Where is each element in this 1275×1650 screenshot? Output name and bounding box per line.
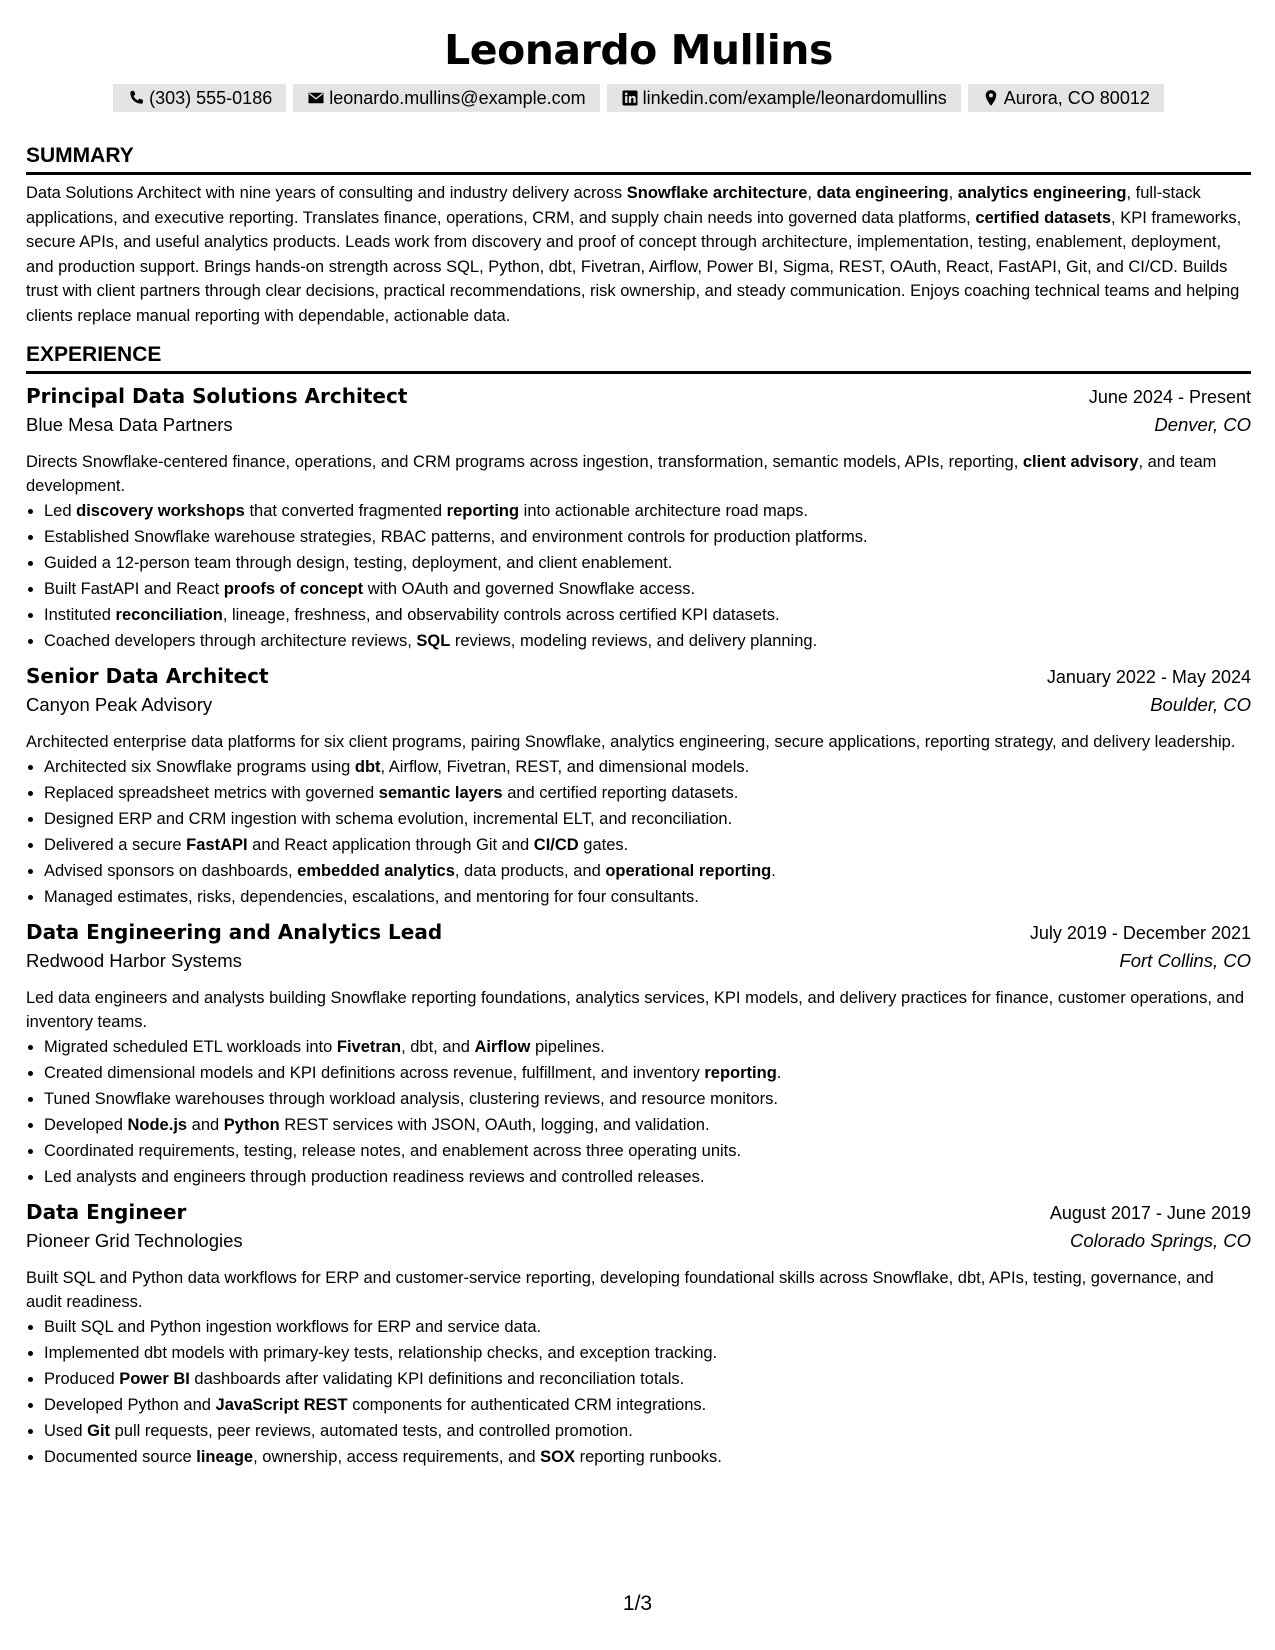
bullet-item: • Designed ERP and CRM ingestion with schema evolution, incremental ELT, and reconciliation.	[44, 806, 1251, 832]
job-title: Principal Data Solutions Architect	[26, 383, 408, 408]
job-bullets	[26, 1034, 1251, 1190]
bullet-item: • Tuned Snowflake warehouses through workload analysis, clustering reviews, and resource monitors.	[44, 1086, 1251, 1112]
job-entry	[26, 384, 1251, 654]
bullet-item: • Architected six Snowflake programs using dbt, Airflow, Fivetran, REST, and dimensional models.	[44, 754, 1251, 780]
experience-list	[26, 384, 1251, 1470]
job-location: Colorado Springs, CO	[1070, 1229, 1251, 1251]
job-bullets	[26, 498, 1251, 654]
contact-location-text: Aurora, CO 80012	[1003, 88, 1150, 108]
job-description: Directs Snowflake-centered finance, operations, and CRM programs across ingestion, transformation, semantic models, APIs, reporting, client advisory, and team development.	[26, 452, 1217, 495]
job-description: Led data engineers and analysts building Snowflake reporting foundations, analytics services, KPI models, and delivery practices for finance, customer operations, and inventory teams.	[26, 988, 1245, 1031]
resume-page	[26, 20, 1251, 1470]
bullet-item: • Built FastAPI and React proofs of concept with OAuth and governed Snowflake access.	[44, 576, 1251, 602]
job-title: Senior Data Architect	[26, 663, 269, 688]
experience-heading: EXPERIENCE	[26, 343, 1251, 374]
bullet-item: • Delivered a secure FastAPI and React application through Git and CI/CD gates.	[44, 832, 1251, 858]
bullet-item: • Developed Node.js and Python REST services with JSON, OAuth, logging, and validation.	[44, 1112, 1251, 1138]
job-entry	[26, 920, 1251, 1190]
bullet-item: • Established Snowflake warehouse strategies, RBAC patterns, and environment controls for production platforms.	[44, 524, 1251, 550]
bullet-item: • Guided a 12-person team through design, testing, deployment, and client enablement.	[44, 550, 1251, 576]
bullet-item: • Produced Power BI dashboards after validating KPI definitions and reconciliation totals.	[44, 1366, 1251, 1392]
contact-location	[968, 84, 1164, 112]
phone-icon	[127, 89, 145, 107]
page-number: 1/3	[622, 1592, 653, 1615]
bullet-item: • Built SQL and Python ingestion workflows for ERP and service data.	[44, 1314, 1251, 1340]
bullet-item: • Led discovery workshops that converted fragmented reporting into actionable architecture road maps.	[44, 498, 1251, 524]
company-name: Canyon Peak Advisory	[26, 693, 213, 715]
contact-phone[interactable]	[113, 84, 286, 112]
job-location: Fort Collins, CO	[1119, 949, 1251, 971]
map-pin-icon	[982, 89, 1000, 107]
job-description: Architected enterprise data platforms for six client programs, pairing Snowflake, analytics engineering, secure applications, reporting strategy, and delivery leadership.	[26, 732, 1236, 751]
job-entry	[26, 664, 1251, 910]
job-title: Data Engineer	[26, 1199, 187, 1224]
summary-heading: SUMMARY	[26, 144, 1251, 175]
bullet-item: • Coached developers through architecture reviews, SQL reviews, modeling reviews, and delivery planning.	[44, 628, 1251, 654]
contact-linkedin[interactable]	[607, 84, 961, 112]
job-location: Denver, CO	[1154, 413, 1251, 435]
bullet-item: • Managed estimates, risks, dependencies, escalations, and mentoring for four consultants.	[44, 884, 1251, 910]
summary-text: Data Solutions Architect with nine years of consulting and industry delivery across Snowflake architecture, data engineering, analytics engineering, full-stack applications, and executive reporting. Translates finance, operations, CRM, and supply chain needs into governed data platforms, certified datasets, KPI frameworks, secure APIs, and useful analytics products. Leads work from discovery and proof of concept through architecture, implementation, testing, enablement, deployment, and production support. Brings hands-on strength across SQL, Python, dbt, Fivetran, Airflow, Power BI, Sigma, REST, OAuth, React, FastAPI, Git, and CI/CD. Builds trust with client partners through clear decisions, practical recommendations, risk ownership, and steady communication. Enjoys coaching technical teams and helping clients replace manual reporting with dependable, actionable data.	[26, 184, 1242, 325]
job-dates: June 2024 - Present	[1088, 386, 1251, 407]
job-description: Built SQL and Python data workflows for ERP and customer-service reporting, developing foundational skills across Snowflake, dbt, APIs, testing, governance, and audit readiness.	[26, 1268, 1214, 1311]
envelope-icon	[307, 89, 325, 107]
job-dates: July 2019 - December 2021	[1029, 922, 1251, 943]
bullet-item: • Used Git pull requests, peer reviews, automated tests, and controlled promotion.	[44, 1418, 1251, 1444]
bullet-item: • Advised sponsors on dashboards, embedded analytics, data products, and operational reporting.	[44, 858, 1251, 884]
job-dates: January 2022 - May 2024	[1046, 666, 1251, 687]
company-name: Redwood Harbor Systems	[26, 949, 242, 971]
contact-linkedin-text: linkedin.com/example/leonardomullins	[642, 88, 947, 108]
bullet-item: • Developed Python and JavaScript REST components for authenticated CRM integrations.	[44, 1392, 1251, 1418]
bullet-item: • Led analysts and engineers through production readiness reviews and controlled releases.	[44, 1164, 1251, 1190]
company-name: Pioneer Grid Technologies	[26, 1229, 243, 1251]
candidate-name: Leonardo Mullins	[444, 26, 833, 74]
job-dates: August 2017 - June 2019	[1049, 1202, 1251, 1223]
bullet-item: • Implemented dbt models with primary-key tests, relationship checks, and exception tracking.	[44, 1340, 1251, 1366]
job-bullets	[26, 754, 1251, 910]
job-location: Boulder, CO	[1150, 693, 1251, 715]
contact-bar	[26, 84, 1251, 112]
bullet-item: • Replaced spreadsheet metrics with governed semantic layers and certified reporting datasets.	[44, 780, 1251, 806]
bullet-item: • Created dimensional models and KPI definitions across revenue, fulfillment, and inventory reporting.	[44, 1060, 1251, 1086]
contact-email[interactable]	[293, 84, 599, 112]
bullet-item: • Documented source lineage, ownership, access requirements, and SOX reporting runbooks.	[44, 1444, 1251, 1470]
bullet-item: • Migrated scheduled ETL workloads into Fivetran, dbt, and Airflow pipelines.	[44, 1034, 1251, 1060]
company-name: Blue Mesa Data Partners	[26, 413, 233, 435]
bullet-item: • Coordinated requirements, testing, release notes, and enablement across three operating units.	[44, 1138, 1251, 1164]
contact-phone-text: (303) 555-0186	[149, 88, 273, 108]
job-title: Data Engineering and Analytics Lead	[26, 919, 443, 944]
job-entry	[26, 1200, 1251, 1470]
bullet-item: • Instituted reconciliation, lineage, freshness, and observability controls across certified KPI datasets.	[44, 602, 1251, 628]
linkedin-icon	[621, 89, 639, 107]
job-bullets	[26, 1314, 1251, 1470]
contact-email-text: leonardo.mullins@example.com	[329, 88, 586, 108]
